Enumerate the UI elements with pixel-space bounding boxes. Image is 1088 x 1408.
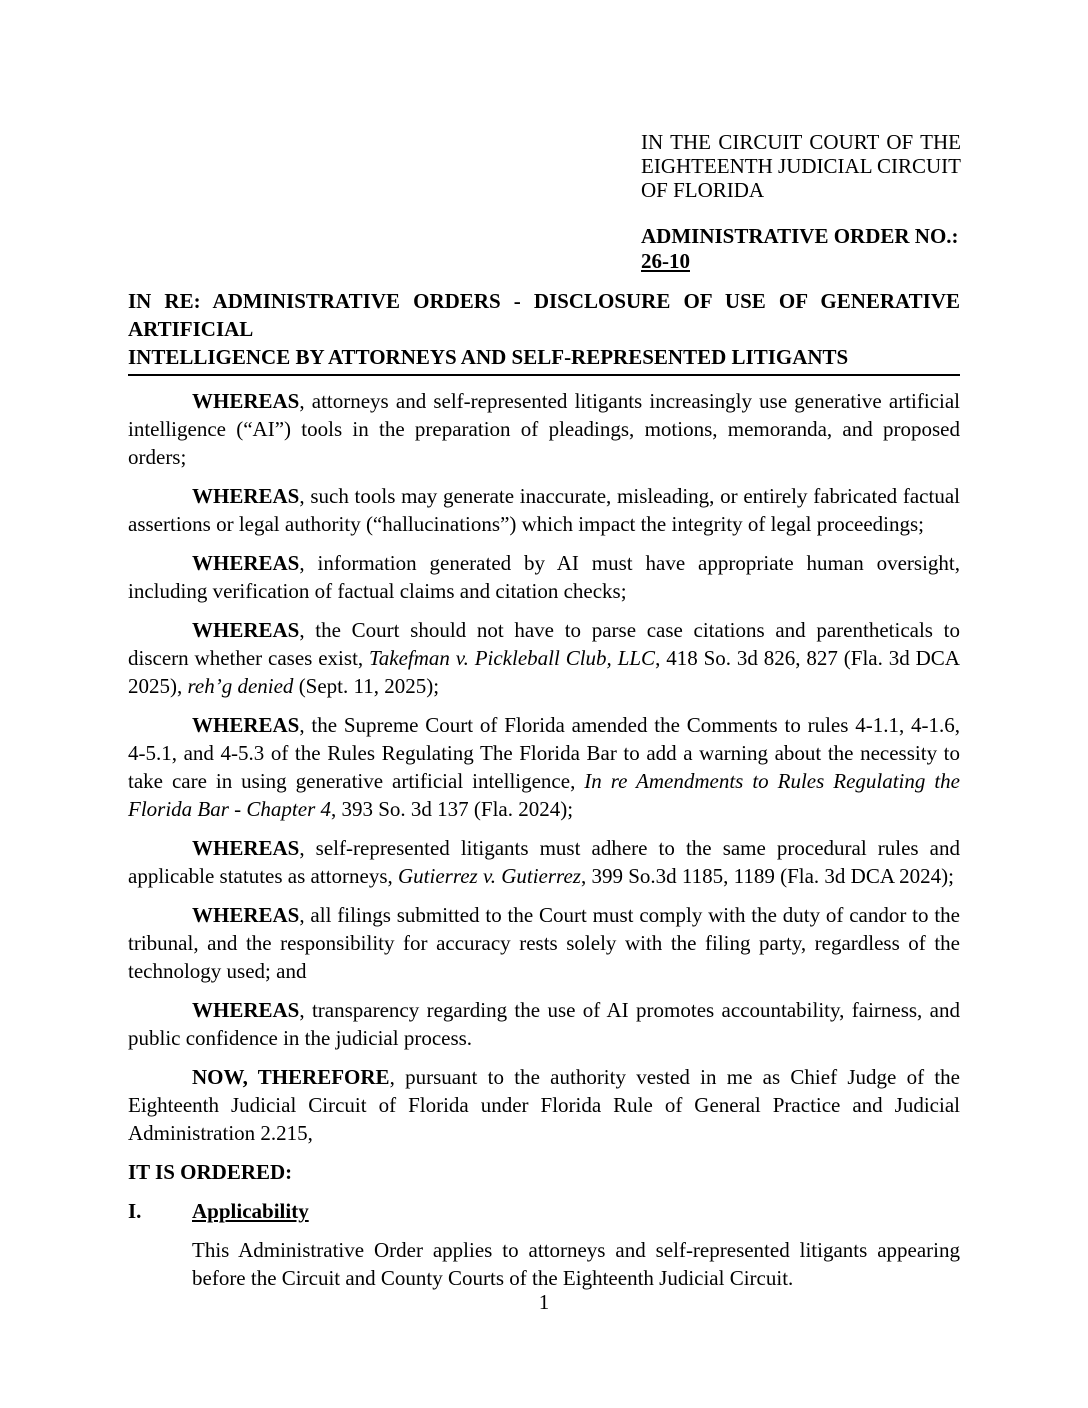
it-is-ordered-heading: IT IS ORDERED: — [128, 1160, 293, 1184]
order-number-label: ADMINISTRATIVE ORDER NO.: — [641, 224, 959, 248]
whereas-paragraph: WHEREAS, transparency regarding the use of AI promotes accountability, fairness, and public confidence in the judicial process. — [128, 998, 960, 1050]
section-body-paragraph: This Administrative Order applies to attorneys and self-represented litigants appearing before the Circuit and County Courts of the Eighteenth Judicial Circuit. — [192, 1238, 960, 1290]
whereas-paragraph: WHEREAS, such tools may generate inaccurate, misleading, or entirely fabricated factual assertions or legal authority (“hallucinations”) which impact the integrity of legal proceedings; — [128, 484, 960, 536]
whereas-paragraph: WHEREAS, information generated by AI must have appropriate human oversight, including verification of factual claims and citation checks; — [128, 551, 960, 603]
document-title-line: IN RE: ADMINISTRATIVE ORDERS - DISCLOSURE OF USE OF GENERATIVE ARTIFICIAL — [128, 289, 960, 341]
order-number: 26-10 — [641, 249, 690, 273]
court-caption-line: IN THE CIRCUIT COURT OF THE — [641, 130, 961, 154]
document-title-line: INTELLIGENCE BY ATTORNEYS AND SELF-REPRESENTED LITIGANTS — [128, 345, 849, 369]
whereas-paragraph: WHEREAS, all filings submitted to the Court must comply with the duty of candor to the tribunal, and the responsibility for accuracy rests solely with the filing party, regardless of the technology used; and — [128, 903, 960, 983]
court-caption-line: OF FLORIDA — [641, 178, 765, 202]
whereas-paragraph: WHEREAS, attorneys and self-represented litigants increasingly use generative artificial intelligence (“AI”) tools in the preparation of pleadings, motions, memoranda, and proposed orders; — [128, 389, 960, 469]
whereas-paragraph: WHEREAS, self-represented litigants must adhere to the same procedural rules and applicable statutes as attorneys, Gutierrez v. Gutierrez, 399 So.3d 1185, 1189 (Fla. 3d DCA 2024); — [128, 836, 960, 888]
court-caption — [641, 130, 961, 202]
section-number: I. — [128, 1199, 142, 1223]
whereas-paragraph: WHEREAS, the Court should not have to parse case citations and parentheticals to discern whether cases exist, Takefman v. Pickleball Club, LLC, 418 So. 3d 826, 827 (Fla. 3d DCA 2025), reh’g denied (Sept. 11, 2025); — [128, 618, 960, 698]
section-heading-applicability — [128, 1197, 960, 1225]
administrative-order-block — [641, 224, 960, 274]
whereas-paragraph: WHEREAS, the Supreme Court of Florida amended the Comments to rules 4-1.1, 4-1.6, 4-5.1, and 4-5.3 of the Rules Regulating The Florida Bar to add a warning about the necessity to take care in using generative artificial intelligence, In re Amendments to Rules Regulating the Florida Bar - Chapter 4, 393 So. 3d 137 (Fla. 2024); — [128, 713, 961, 821]
now-therefore-paragraph: NOW, THEREFORE, pursuant to the authority vested in me as Chief Judge of the Eighteenth Judicial Circuit of Florida under Florida Rule of General Practice and Judicial Administration 2.215, — [128, 1065, 960, 1145]
court-caption-line: EIGHTEENTH JUDICIAL CIRCUIT — [641, 154, 962, 178]
document-title — [128, 287, 960, 376]
section-title: Applicability — [192, 1199, 309, 1223]
page-number: 1 — [538, 1290, 550, 1314]
